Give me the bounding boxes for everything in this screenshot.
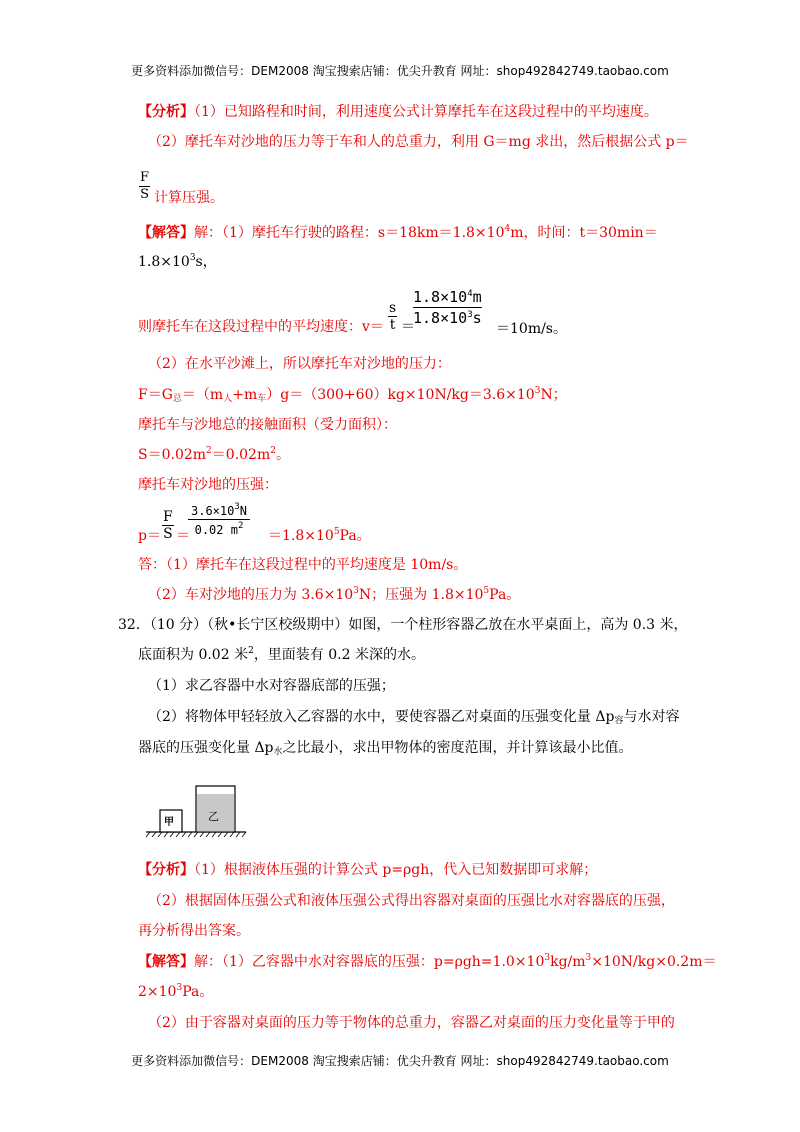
analysis-line-2: （2）摩托车对沙地的压力等于车和人的总重力，利用 G＝mg 求出，然后根据公式 p＝: [148, 134, 689, 150]
fraction-s-over-t: $\frac{s}{t}$: [389, 300, 397, 333]
q32-answer-2: （2）由于容器对桌面的压力等于物体的总重力，容器乙对桌面的压力变化量等于甲的: [148, 1015, 675, 1031]
q32-part-2a: （2）将物体甲轻轻放入乙容器的水中，要使容器乙对桌面的压强变化量 $\Delta p_容$与水对容: [148, 709, 680, 726]
answer-line-1b: $1.8\times 10^3s$，: [138, 253, 217, 270]
q32-part-2b: 器底的压强变化量 $\Delta p_水$之比最小，求出甲物体的密度范围，并计算该最小比值。: [138, 740, 633, 757]
pressure-fraction: $\frac{3.6\times 10^3N}{0.02 m^2}$: [188, 503, 250, 538]
analysis-line-1: 【分析】（1）已知路程和时间，利用速度公式计算摩托车在这段过程中的平均速度。: [138, 104, 658, 120]
fraction-f-over-s-2: $\frac{F}{S}$: [163, 509, 173, 542]
conclusion-2: （2）车对沙地的压力为 $3.6\times 10^3N$；压强为 $1.8\times 10^5Pa$。: [148, 586, 521, 603]
speed-fraction: $\frac{1.8\times 10^4m}{1.8\times 10^3s}$: [413, 288, 482, 327]
pressure-result: $=1.8\times 10^5Pa$。: [268, 527, 371, 544]
analysis-line-2-end: 计算压强。: [154, 190, 224, 206]
area-label: 摩托车与沙地总的接触面积（受力面积）：: [138, 417, 397, 433]
figure-label-jia: 甲: [164, 817, 174, 828]
answer-part-2: （2）在水平沙滩上，所以摩托车对沙地的压力：: [148, 356, 451, 372]
pressure-eq-2: ＝: [176, 528, 190, 544]
q32-analysis-1: 【分析】（1）根据液体压强的计算公式 p=ρgh，代入已知数据即可求解；: [138, 862, 598, 878]
q32-stem-line-2: 底面积为 0.02 米$^2$，里面装有 0.2 米深的水。: [138, 646, 425, 663]
figure-label-yi: 乙: [208, 810, 219, 823]
q32-part-1: （1）求乙容器中水对容器底部的压强；: [148, 678, 395, 694]
page-footer: 更多资料添加微信号：DEM2008 淘宝搜索店铺：优尖升教育 网址：shop492842749.taobao.com: [131, 1054, 669, 1068]
q32-analysis-3: 再分析得出答案。: [138, 923, 250, 939]
equals-sign: ＝: [401, 319, 415, 335]
answer-line-1: 【解答】解：（1）摩托车行驶的路程：$s=18km=1.8\times 10^4m$，时间：t＝30min＝: [138, 224, 658, 241]
pressure-p-eq: p＝: [138, 528, 161, 544]
q32-stem-line-1: 32．（10 分）（秋•长宁区校级期中）如图，一个柱形容器乙放在水平桌面上，高为 0.3 米，: [118, 617, 688, 633]
q32-answer-1: 【解答】解：（1）乙容器中水对容器底的压强：$p=\rho gh=1.0\times 10^3kg/m^3\times 10N/kg\times 0.2m=$: [138, 953, 717, 970]
speed-label: 则摩托车在这段过程中的平均速度：v＝: [138, 319, 384, 335]
force-equation: $F=G_总=(m_人+m_车)g=(300+60)kg\times 10N/kg=3.6\times 10^3N$；: [138, 386, 567, 404]
speed-result: ＝10m/s。: [496, 321, 567, 337]
container-figure: [140, 774, 250, 842]
q32-answer-1b: $2\times 10^3Pa$。: [138, 983, 214, 1000]
q32-analysis-2: （2）根据固体压强公式和液体压强公式得出容器对桌面的压强比水对容器底的压强，: [148, 893, 675, 909]
fraction-f-over-s: $\frac{F}{S}$: [140, 170, 150, 202]
pressure-label: 摩托车对沙地的压强：: [138, 477, 278, 493]
conclusion-1: 答：（1）摩托车在这段过程中的平均速度是 10m/s。: [138, 557, 468, 573]
area-equation: $S=0.02m^2=0.02m^2$。: [138, 446, 290, 463]
page-header: 更多资料添加微信号：DEM2008 淘宝搜索店铺：优尖升教育 网址：shop492842749.taobao.com: [131, 64, 669, 78]
